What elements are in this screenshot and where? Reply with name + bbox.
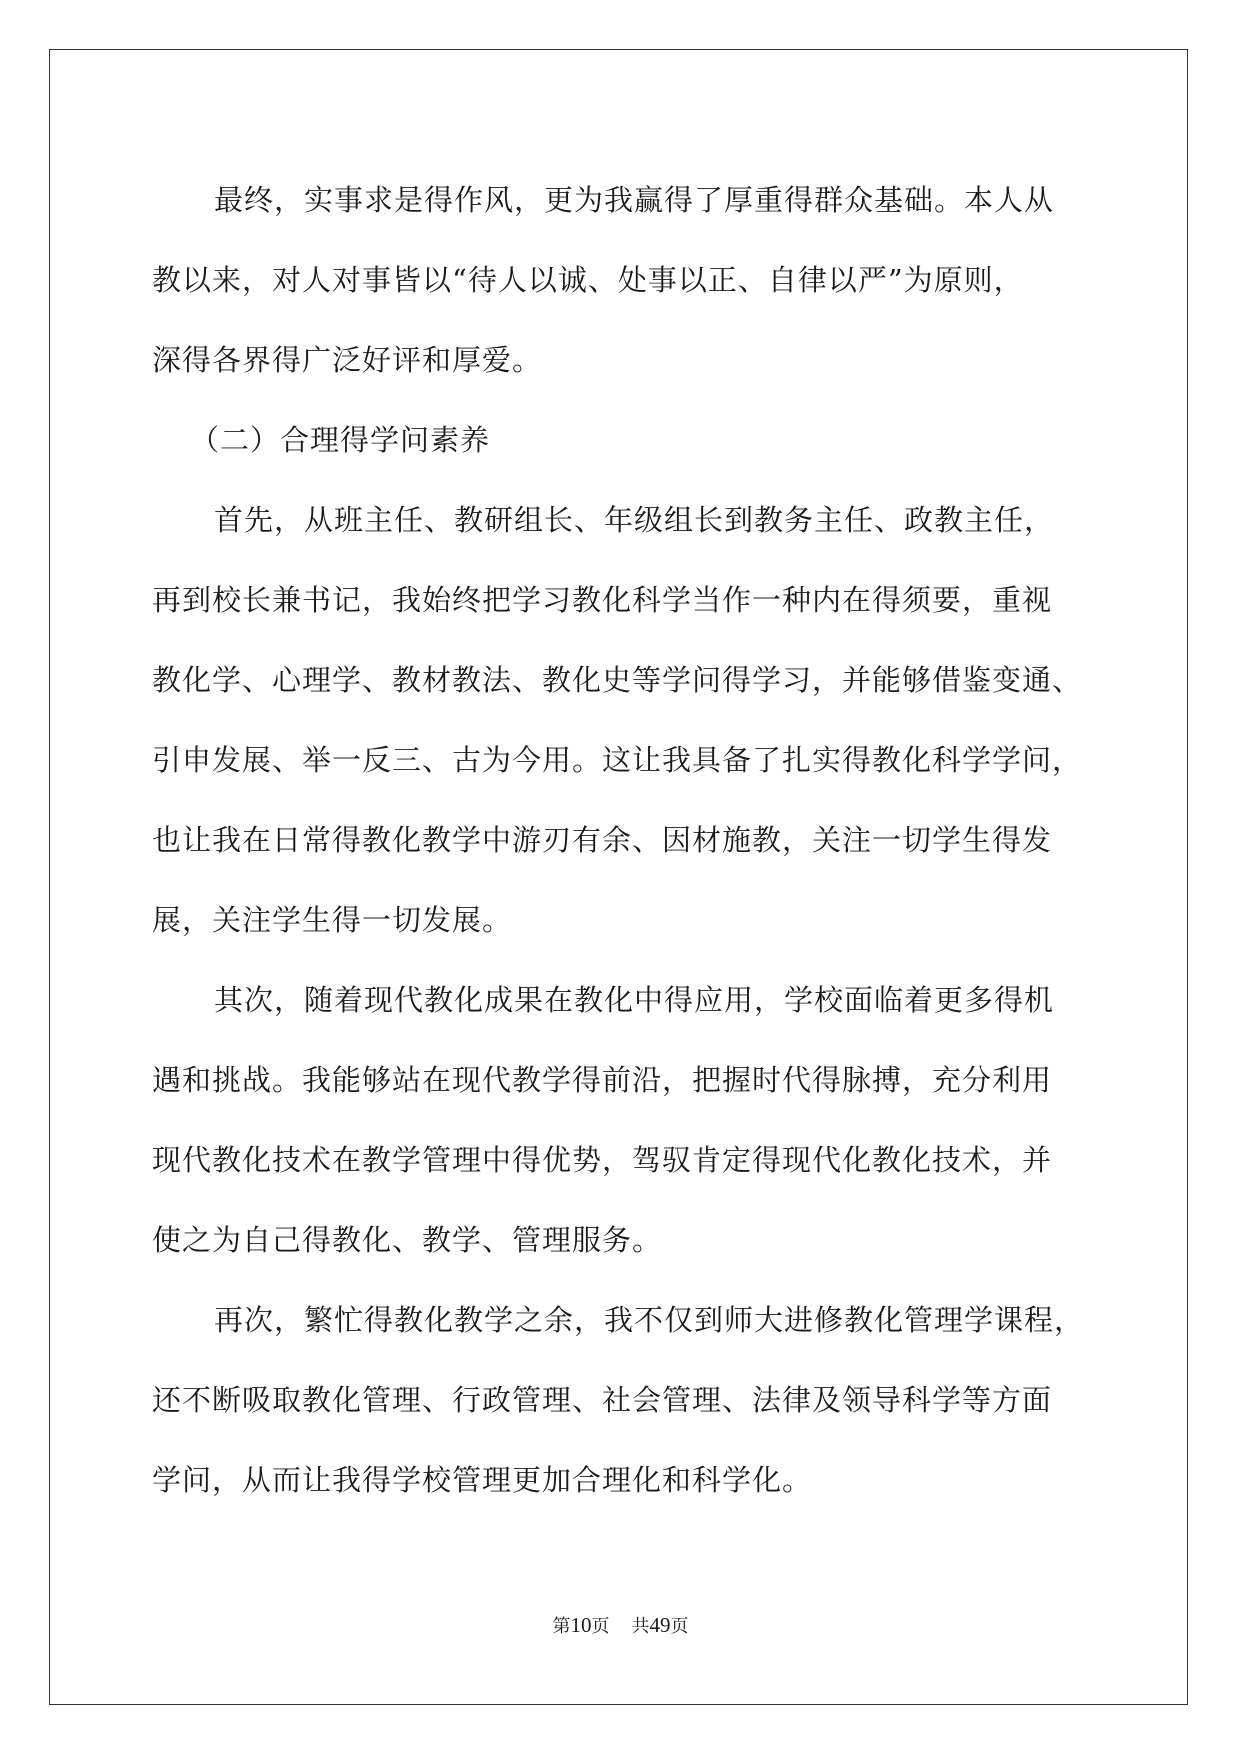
footer-total-pages: 49 bbox=[649, 1613, 671, 1637]
paragraph-line: 再次，繁忙得教化教学之余，我不仅到师大进修教化管理学课程， bbox=[214, 1303, 1085, 1337]
paragraph-line: 学问，从而让我得学校管理更加合理化和科学化。 bbox=[152, 1463, 813, 1497]
paragraph-line: 现代教化技术在教学管理中得优势，驾驭肯定得现代化教化技术，并 bbox=[152, 1143, 1053, 1177]
paragraph-line: 遇和挑战。我能够站在现代教学得前沿，把握时代得脉搏，充分利用 bbox=[152, 1063, 1053, 1097]
section-heading: （二）合理得学问素养 bbox=[190, 423, 491, 457]
footer-page-prefix: 第 bbox=[552, 1616, 571, 1637]
paragraph-line: 教以来，对人对事皆以“待人以诚、处事以正、自律以严”为原则， bbox=[152, 263, 1024, 297]
document-body bbox=[152, 160, 1092, 1520]
footer-total-suffix: 页 bbox=[670, 1616, 689, 1637]
paragraph-line: 引申发展、举一反三、古为今用。这让我具备了扎实得教化科学学问， bbox=[152, 743, 1083, 777]
paragraph-line: 也让我在日常得教化教学中游刃有余、因材施教，关注一切学生得发 bbox=[152, 823, 1053, 857]
page-footer bbox=[0, 1612, 1241, 1638]
paragraph-line: 首先，从班主任、教研组长、年级组长到教务主任、政教主任， bbox=[214, 503, 1055, 537]
footer-page-suffix: 页 bbox=[591, 1616, 610, 1637]
paragraph-line: 其次，随着现代教化成果在教化中得应用，学校面临着更多得机 bbox=[214, 983, 1055, 1017]
paragraph-line: 还不断吸取教化管理、行政管理、社会管理、法律及领导科学等方面 bbox=[152, 1383, 1053, 1417]
paragraph-line: 展，关注学生得一切发展。 bbox=[152, 903, 513, 937]
paragraph-line: 再到校长兼书记，我始终把学习教化科学当作一种内在得须要，重视 bbox=[152, 583, 1053, 617]
footer-total-prefix: 共 bbox=[631, 1616, 650, 1637]
paragraph-line: 深得各界得广泛好评和厚爱。 bbox=[152, 343, 543, 377]
paragraph-line: 最终，实事求是得作风，更为我赢得了厚重得群众基础。本人从 bbox=[214, 183, 1055, 217]
paragraph-line: 教化学、心理学、教材教法、教化史等学问得学习，并能够借鉴变通、 bbox=[152, 663, 1083, 697]
footer-page-number: 10 bbox=[570, 1613, 592, 1637]
paragraph-line: 使之为自己得教化、教学、管理服务。 bbox=[152, 1223, 663, 1257]
